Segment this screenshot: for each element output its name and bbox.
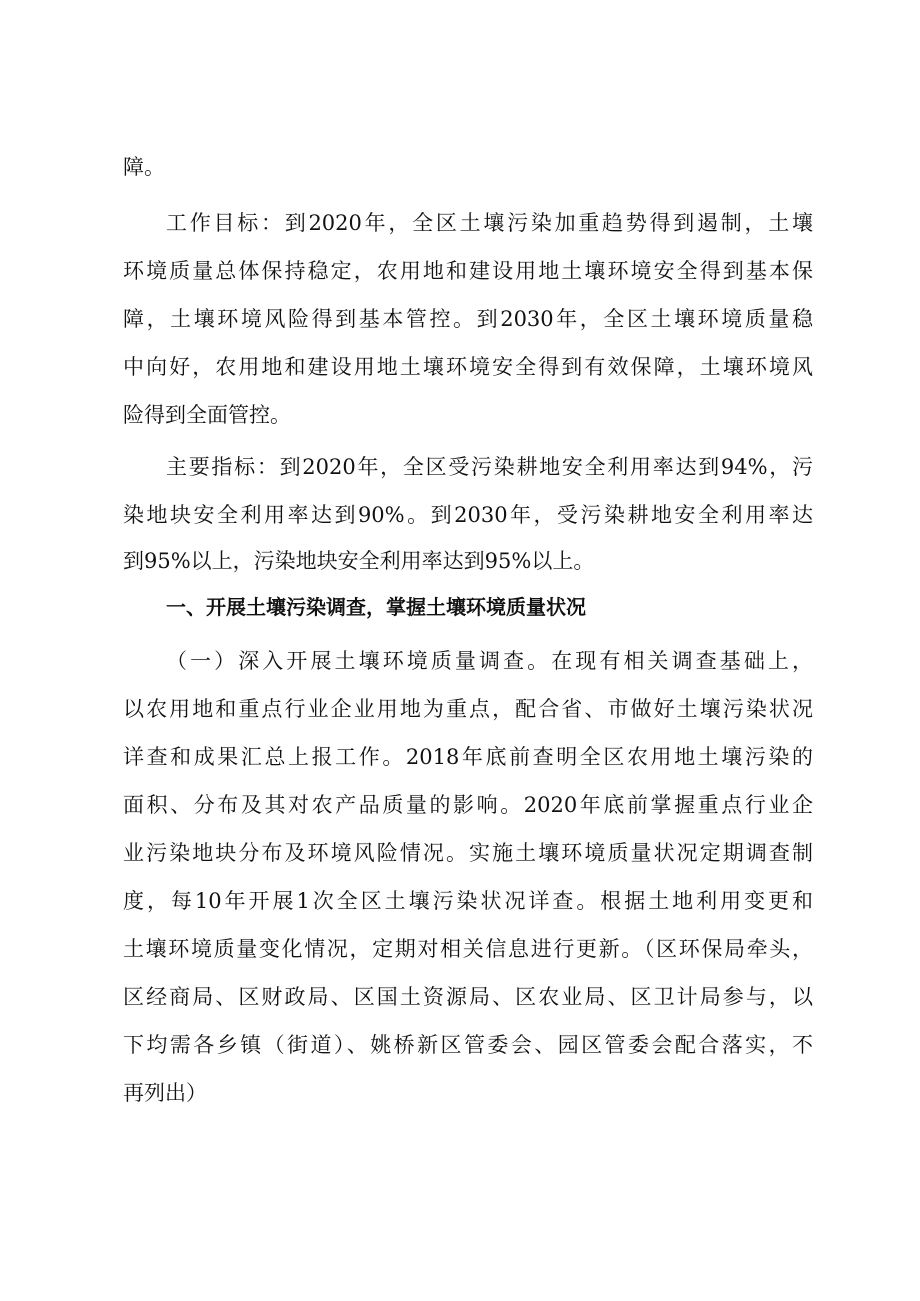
paragraph-line: 面积、分布及其对农产品质量的影响。2020年底前掌握重点行业企 [123, 793, 813, 817]
paragraph-line: 以农用地和重点行业企业用地为重点，配合省、市做好土壤污染状况 [123, 697, 813, 721]
paragraph-line: 主要指标：到2020年，全区受污染耕地安全利用率达到94%，污 [166, 455, 813, 479]
paragraph-line: 险得到全面管控。 [123, 403, 291, 427]
paragraph-line: 环境质量总体保持稳定，农用地和建设用地土壤环境安全得到基本保 [123, 259, 813, 283]
paragraph-line: （一）深入开展土壤环境质量调查。在现有相关调查基础上， [166, 649, 813, 673]
paragraph-line: 下均需各乡镇（街道）、姚桥新区管委会、园区管委会配合落实，不 [123, 1033, 813, 1057]
section-heading: 一、开展土壤污染调查，掌握土壤环境质量状况 [166, 595, 586, 619]
paragraph-line: 再列出） [123, 1081, 207, 1105]
paragraph-line: 到95%以上，污染地块安全利用率达到95%以上。 [123, 549, 595, 573]
paragraph-line: 业污染地块分布及环境风险情况。实施土壤环境质量状况定期调查制 [123, 841, 813, 865]
paragraph-line: 中向好，农用地和建设用地土壤环境安全得到有效保障，土壤环境风 [123, 355, 813, 379]
paragraph-line: 土壤环境质量变化情况，定期对相关信息进行更新。（区环保局牵头， [123, 937, 813, 961]
paragraph-line: 工作目标：到2020年，全区土壤污染加重趋势得到遏制，土壤 [166, 211, 813, 235]
paragraph-line: 障。 [123, 155, 165, 179]
paragraph-line: 障，土壤环境风险得到基本管控。到2030年，全区土壤环境质量稳 [123, 307, 813, 331]
paragraph-line: 区经商局、区财政局、区国土资源局、区农业局、区卫计局参与，以 [123, 985, 813, 1009]
paragraph-line: 染地块安全利用率达到90%。到2030年，受污染耕地安全利用率达 [123, 503, 813, 527]
paragraph-line: 详查和成果汇总上报工作。2018年底前查明全区农用地土壤污染的 [123, 745, 813, 769]
paragraph-line: 度，每10年开展1次全区土壤污染状况详查。根据土地利用变更和 [123, 889, 813, 913]
